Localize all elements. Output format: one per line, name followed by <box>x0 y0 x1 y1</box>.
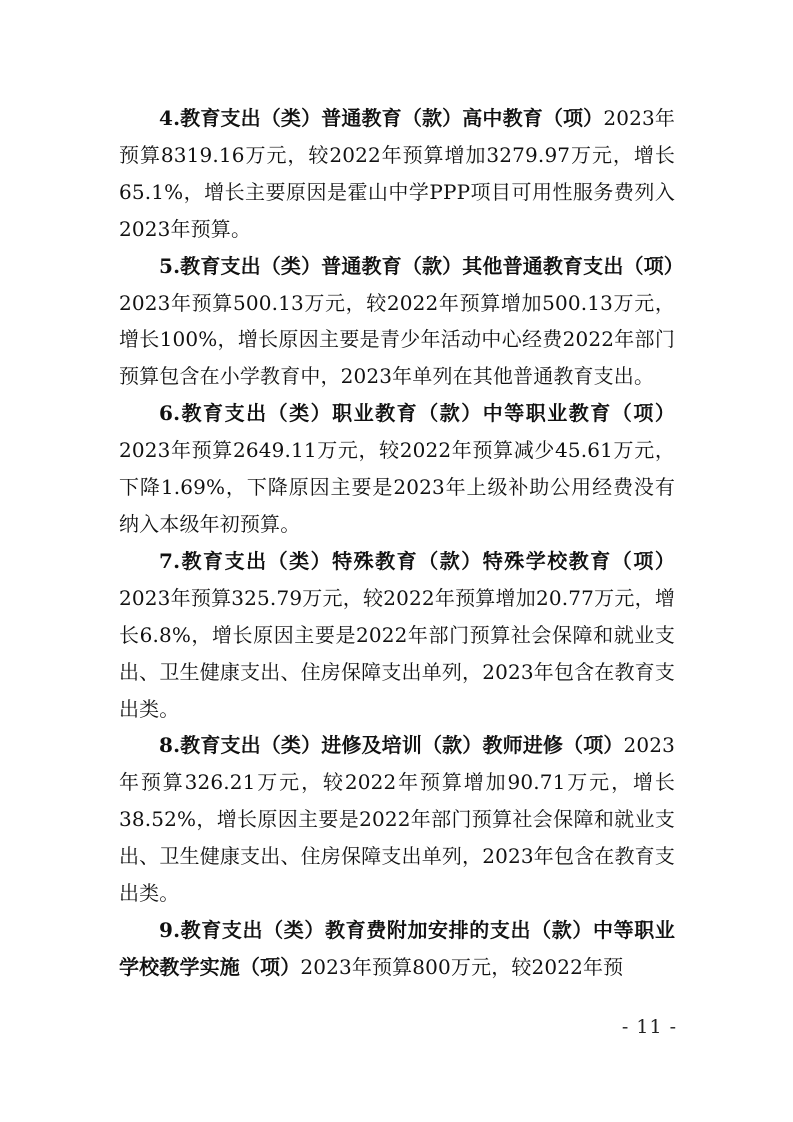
paragraph-body: 2023年预算2649.11万元，较2022年预算减少45.61万元，下降1.69%，下降原因主要是2023年上级补助公用经费没有纳入本级年初预算。 <box>119 438 675 536</box>
paragraph-item-6 <box>119 395 675 543</box>
paragraph-heading: 9.教育支出（类）教育费附加安排的支出（款）中等职业学校教学实施（项） <box>119 917 675 979</box>
paragraph-body: 2023年预算500.13万元，较2022年预算增加500.13万元，增长100%，增长原因主要是青少年活动中心经费2022年部门预算包含在小学教育中，2023年单列在其他普通教育支出。 <box>119 290 675 389</box>
page-number: - 11 - <box>621 1016 677 1038</box>
paragraph-body: 2023年预算326.21万元，较2022年预算增加90.71万元，增长38.52%，增长原因主要是2022年部门预算社会保障和就业支出、卫生健康支出、住房保障支出单列，2023年包含在教育支出类。 <box>119 733 675 906</box>
document-page <box>119 100 684 986</box>
paragraph-body: 2023年预算8319.16万元，较2022年预算增加3279.97万元，增长65.1%，增长主要原因是霍山中学PPP项目可用性服务费列入2023年预算。 <box>119 106 675 241</box>
paragraph-heading: 6.教育支出（类）职业教育（款）中等职业教育（项） <box>159 401 675 426</box>
paragraph-item-5 <box>119 248 684 396</box>
paragraph-item-9 <box>119 912 675 986</box>
paragraph-item-8 <box>119 727 675 912</box>
paragraph-item-4 <box>119 100 675 248</box>
paragraph-body: 2023年预算800万元，较2022年预 <box>300 954 624 979</box>
paragraph-heading: 4.教育支出（类）普通教育（款）高中教育（项） <box>159 106 604 130</box>
paragraph-heading: 5.教育支出（类）普通教育（款）其他普通教育支出（项） <box>159 253 684 278</box>
paragraph-heading: 7.教育支出（类）特殊教育（款）特殊学校教育（项） <box>159 548 675 573</box>
paragraph-body: 2023年预算325.79万元，较2022年预算增加20.77万元，增长6.8%，增长原因主要是2022年部门预算社会保障和就业支出、卫生健康支出、住房保障支出单列，2023年包含在教育支出类。 <box>119 585 675 721</box>
paragraph-heading: 8.教育支出（类）进修及培训（款）教师进修（项） <box>159 733 624 758</box>
paragraph-item-7 <box>119 543 675 728</box>
